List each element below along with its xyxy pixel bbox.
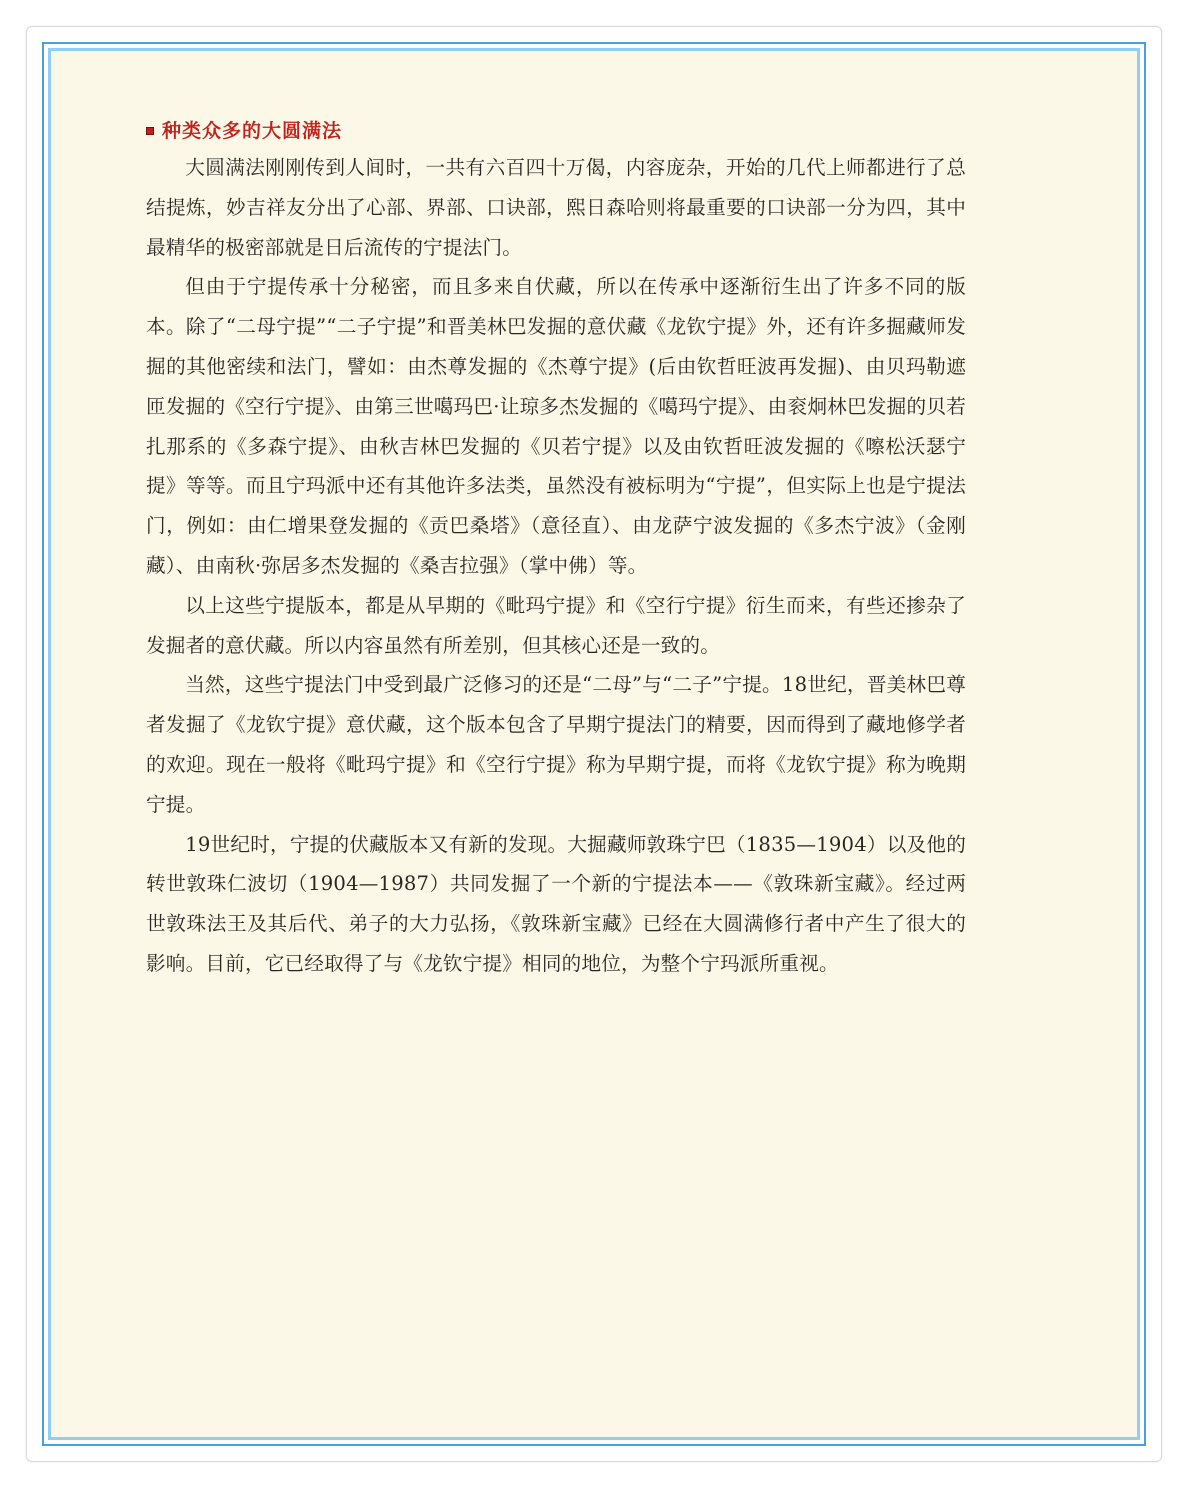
paragraph-1: 大圆满法刚刚传到人间时，一共有六百四十万偈，内容庞杂，开始的几代上师都进行了总结提炼，妙吉祥友分出了心部、界部、口诀部，熙日森哈则将最重要的口诀部一分为四，其中最精华的极密部就是日后流传的宁提法门。	[146, 156, 966, 259]
article-content	[146, 112, 966, 984]
paragraph-3: 以上这些宁提版本，都是从早期的《毗玛宁提》和《空行宁提》衍生而来，有些还掺杂了发掘者的意伏藏。所以内容虽然有所差别，但其核心还是一致的。	[146, 593, 966, 657]
paragraph-5: 19世纪时，宁提的伏藏版本又有新的发现。大掘藏师敦珠宁巴（1835—1904）以及他的转世敦珠仁波切（1904—1987）共同发掘了一个新的宁提法本——《敦珠新宝藏》。经过两世敦珠法王及其后代、弟子的大力弘扬，《敦珠新宝藏》已经在大圆满修行者中产生了很大的影响。目前，它已经取得了与《龙钦宁提》相同的地位，为整个宁玛派所重视。	[146, 832, 966, 975]
square-bullet-icon	[146, 127, 154, 135]
paragraph-2: 但由于宁提传承十分秘密，而且多来自伏藏，所以在传承中逐渐衍生出了许多不同的版本。除了“二母宁提”“二子宁提”和晋美林巴发掘的意伏藏《龙钦宁提》外，还有许多掘藏师发掘的其他密续和法门，譬如：由杰尊发掘的《杰尊宁提》(后由钦哲旺波再发掘)、由贝玛勒遮匝发掘的《空行宁提》、由第三世噶玛巴·让琼多杰发掘的《噶玛宁提》、由衮炯林巴发掘的贝若扎那系的《多森宁提》、由秋吉林巴发掘的《贝若宁提》以及由钦哲旺波发掘的《嚓松沃瑟宁提》等等。而且宁玛派中还有其他许多法类，虽然没有被标明为“宁提”，但实际上也是宁提法门，例如：由仁增果登发掘的《贡巴桑塔》（意径直）、由龙萨宁波发掘的《多杰宁波》（金刚藏）、由南秋·弥居多杰发掘的《桑吉拉强》（掌中佛）等。	[146, 275, 966, 577]
section-title: 种类众多的大圆满法	[162, 119, 343, 142]
paragraph-4: 当然，这些宁提法门中受到最广泛修习的还是“二母”与“二子”宁提。18世纪，晋美林巴尊者发掘了《龙钦宁提》意伏藏，这个版本包含了早期宁提法门的精要，因而得到了藏地修学者的欢迎。现在一般将《毗玛宁提》和《空行宁提》称为早期宁提，而将《龙钦宁提》称为晚期宁提。	[146, 673, 966, 816]
section-heading	[146, 112, 966, 146]
